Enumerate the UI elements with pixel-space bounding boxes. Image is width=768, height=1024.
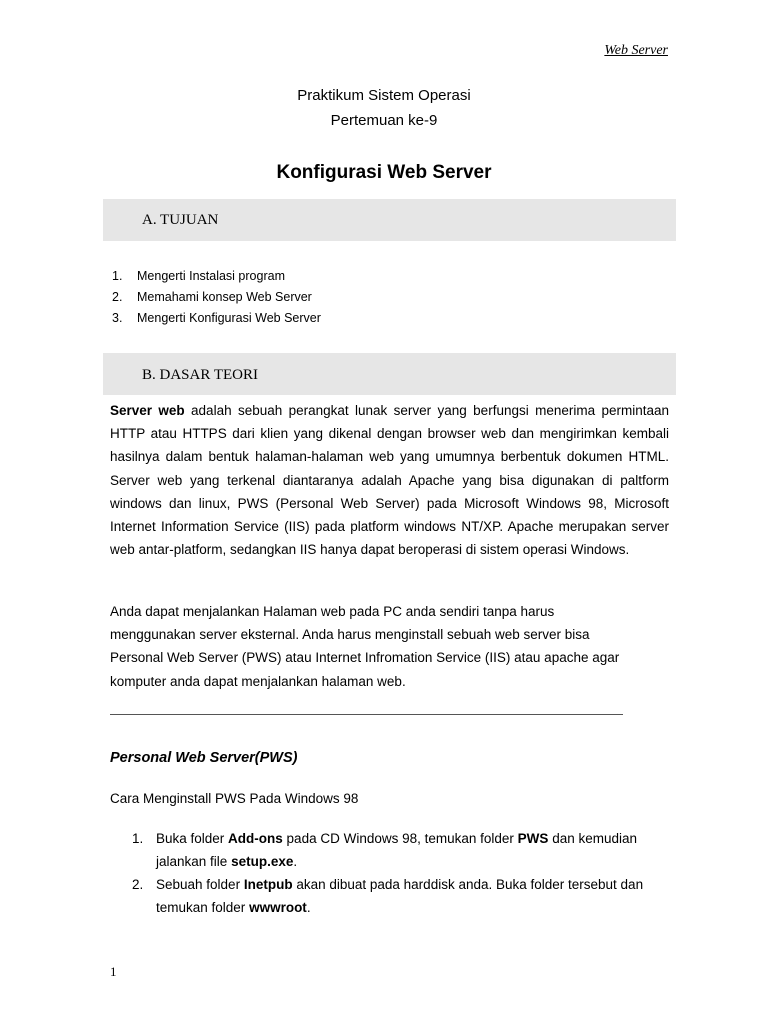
pws-heading: Personal Web Server(PWS) (110, 750, 298, 766)
paragraph-line: Personal Web Server (PWS) atau Internet Infromation Service (IIS) atau apache agar (110, 650, 620, 666)
list-number: 1. (112, 269, 123, 283)
page-number: 1 (110, 964, 117, 979)
list-text: Memahami konsep Web Server (137, 290, 312, 304)
step-bold: PWS (517, 831, 549, 846)
step-text: pada CD Windows 98, temukan folder (282, 831, 518, 846)
objectives-list (112, 266, 321, 329)
step-bold: setup.exe (231, 854, 294, 869)
section-a-band (103, 199, 676, 241)
section-a-heading: A. TUJUAN (142, 212, 219, 228)
list-text: Mengerti Konfigurasi Web Server (137, 311, 321, 325)
paragraph-line: komputer anda dapat menjalankan halaman web. (110, 673, 406, 689)
paragraph-line: Anda dapat menjalankan Halaman web pada PC anda sendiri tanpa harus (110, 604, 555, 619)
theory-paragraph-2 (110, 600, 670, 693)
step-text: . (293, 854, 298, 869)
list-number: 2. (112, 290, 123, 304)
list-item (112, 287, 321, 308)
step-text: . (306, 900, 311, 915)
step-item (132, 827, 677, 873)
step-text: Buka folder (156, 831, 229, 846)
list-number: 3. (112, 311, 123, 325)
step-item (132, 873, 677, 919)
list-item (112, 308, 321, 329)
document-title: Konfigurasi Web Server (276, 162, 492, 183)
session-label: Pertemuan ke-9 (330, 112, 438, 129)
list-item (112, 266, 321, 287)
step-text: dan kemudian jalankan file (156, 831, 637, 869)
course-name: Praktikum Sistem Operasi (297, 87, 471, 104)
step-text: Sebuah folder (156, 877, 244, 892)
running-header: Web Server (604, 43, 668, 58)
step-number: 2. (132, 877, 144, 892)
horizontal-divider (110, 714, 623, 715)
paragraph-line: menggunakan server eksternal. Anda harus menginstall sebuah web server bisa (110, 627, 590, 643)
step-text: akan dibuat pada harddisk anda. Buka folder tersebut dan temukan folder (156, 877, 644, 915)
section-b-band (103, 353, 676, 395)
paragraph-text: adalah sebuah perangkat lunak server yang berfungsi menerima permintaan HTTP atau HTTPS dari klien yang dikenal dengan browser web dan mengirimkan kembali hasilnya dalam bentuk halaman-halaman web yang umumnya berbentuk dokumen HTML. Server web yang terkenal diantaranya adalah Apache yang bisa digunakan di paltform windows dan linux, PWS (Personal Web Server) pada Microsoft Windows 98, Microsoft Internet Information Service (IIS) pada platform windows NT/XP. Apache merupakan server web antar-platform, sedangkan IIS hanya dapat beroperasi di sistem operasi Windows. (110, 403, 670, 558)
term-bold: Server web (110, 403, 185, 418)
list-text: Mengerti Instalasi program (137, 269, 285, 283)
step-bold: wwwroot (249, 900, 307, 915)
section-b-heading: B. DASAR TEORI (142, 367, 258, 383)
step-bold: Inetpub (243, 877, 293, 892)
step-number: 1. (132, 831, 144, 846)
install-steps (132, 827, 677, 919)
step-bold: Add-ons (228, 831, 283, 846)
theory-paragraph-1 (110, 399, 669, 561)
pws-intro: Cara Menginstall PWS Pada Windows 98 (110, 791, 359, 806)
